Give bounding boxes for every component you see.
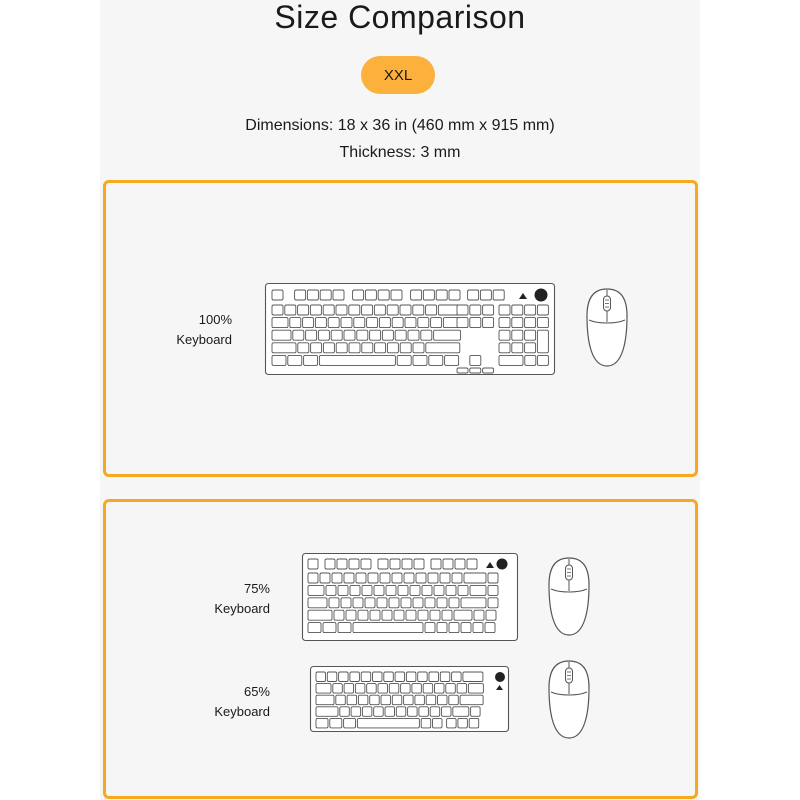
keyboard-75-icon [302, 553, 518, 641]
keyboard-65-icon [310, 666, 509, 732]
mouse-icon [546, 557, 592, 637]
dimensions-text: Dimensions: 18 x 36 in (460 mm x 915 mm) [245, 117, 555, 134]
keyboard-75-text: Keyboard [214, 601, 270, 616]
page-title: Size Comparison [274, 0, 526, 35]
keyboard-65-label [190, 682, 270, 722]
keyboard-100-label [152, 310, 232, 350]
mouse-icon [584, 288, 630, 368]
keyboard-100-icon [265, 283, 555, 375]
keyboard-65-percent: 65% [243, 684, 270, 699]
keyboard-75-label [190, 579, 270, 619]
comparison-card-compact [103, 499, 698, 799]
keyboard-75-percent: 75% [243, 581, 270, 596]
size-specs [0, 112, 800, 166]
keyboard-100-text: Keyboard [176, 332, 232, 347]
keyboard-100-percent: 100% [198, 312, 232, 327]
size-badge-label: XXL [383, 66, 413, 84]
size-badge[interactable] [361, 56, 435, 94]
mouse-icon [546, 660, 592, 740]
thickness-text: Thickness: 3 mm [339, 144, 461, 161]
keyboard-65-text: Keyboard [214, 704, 270, 719]
